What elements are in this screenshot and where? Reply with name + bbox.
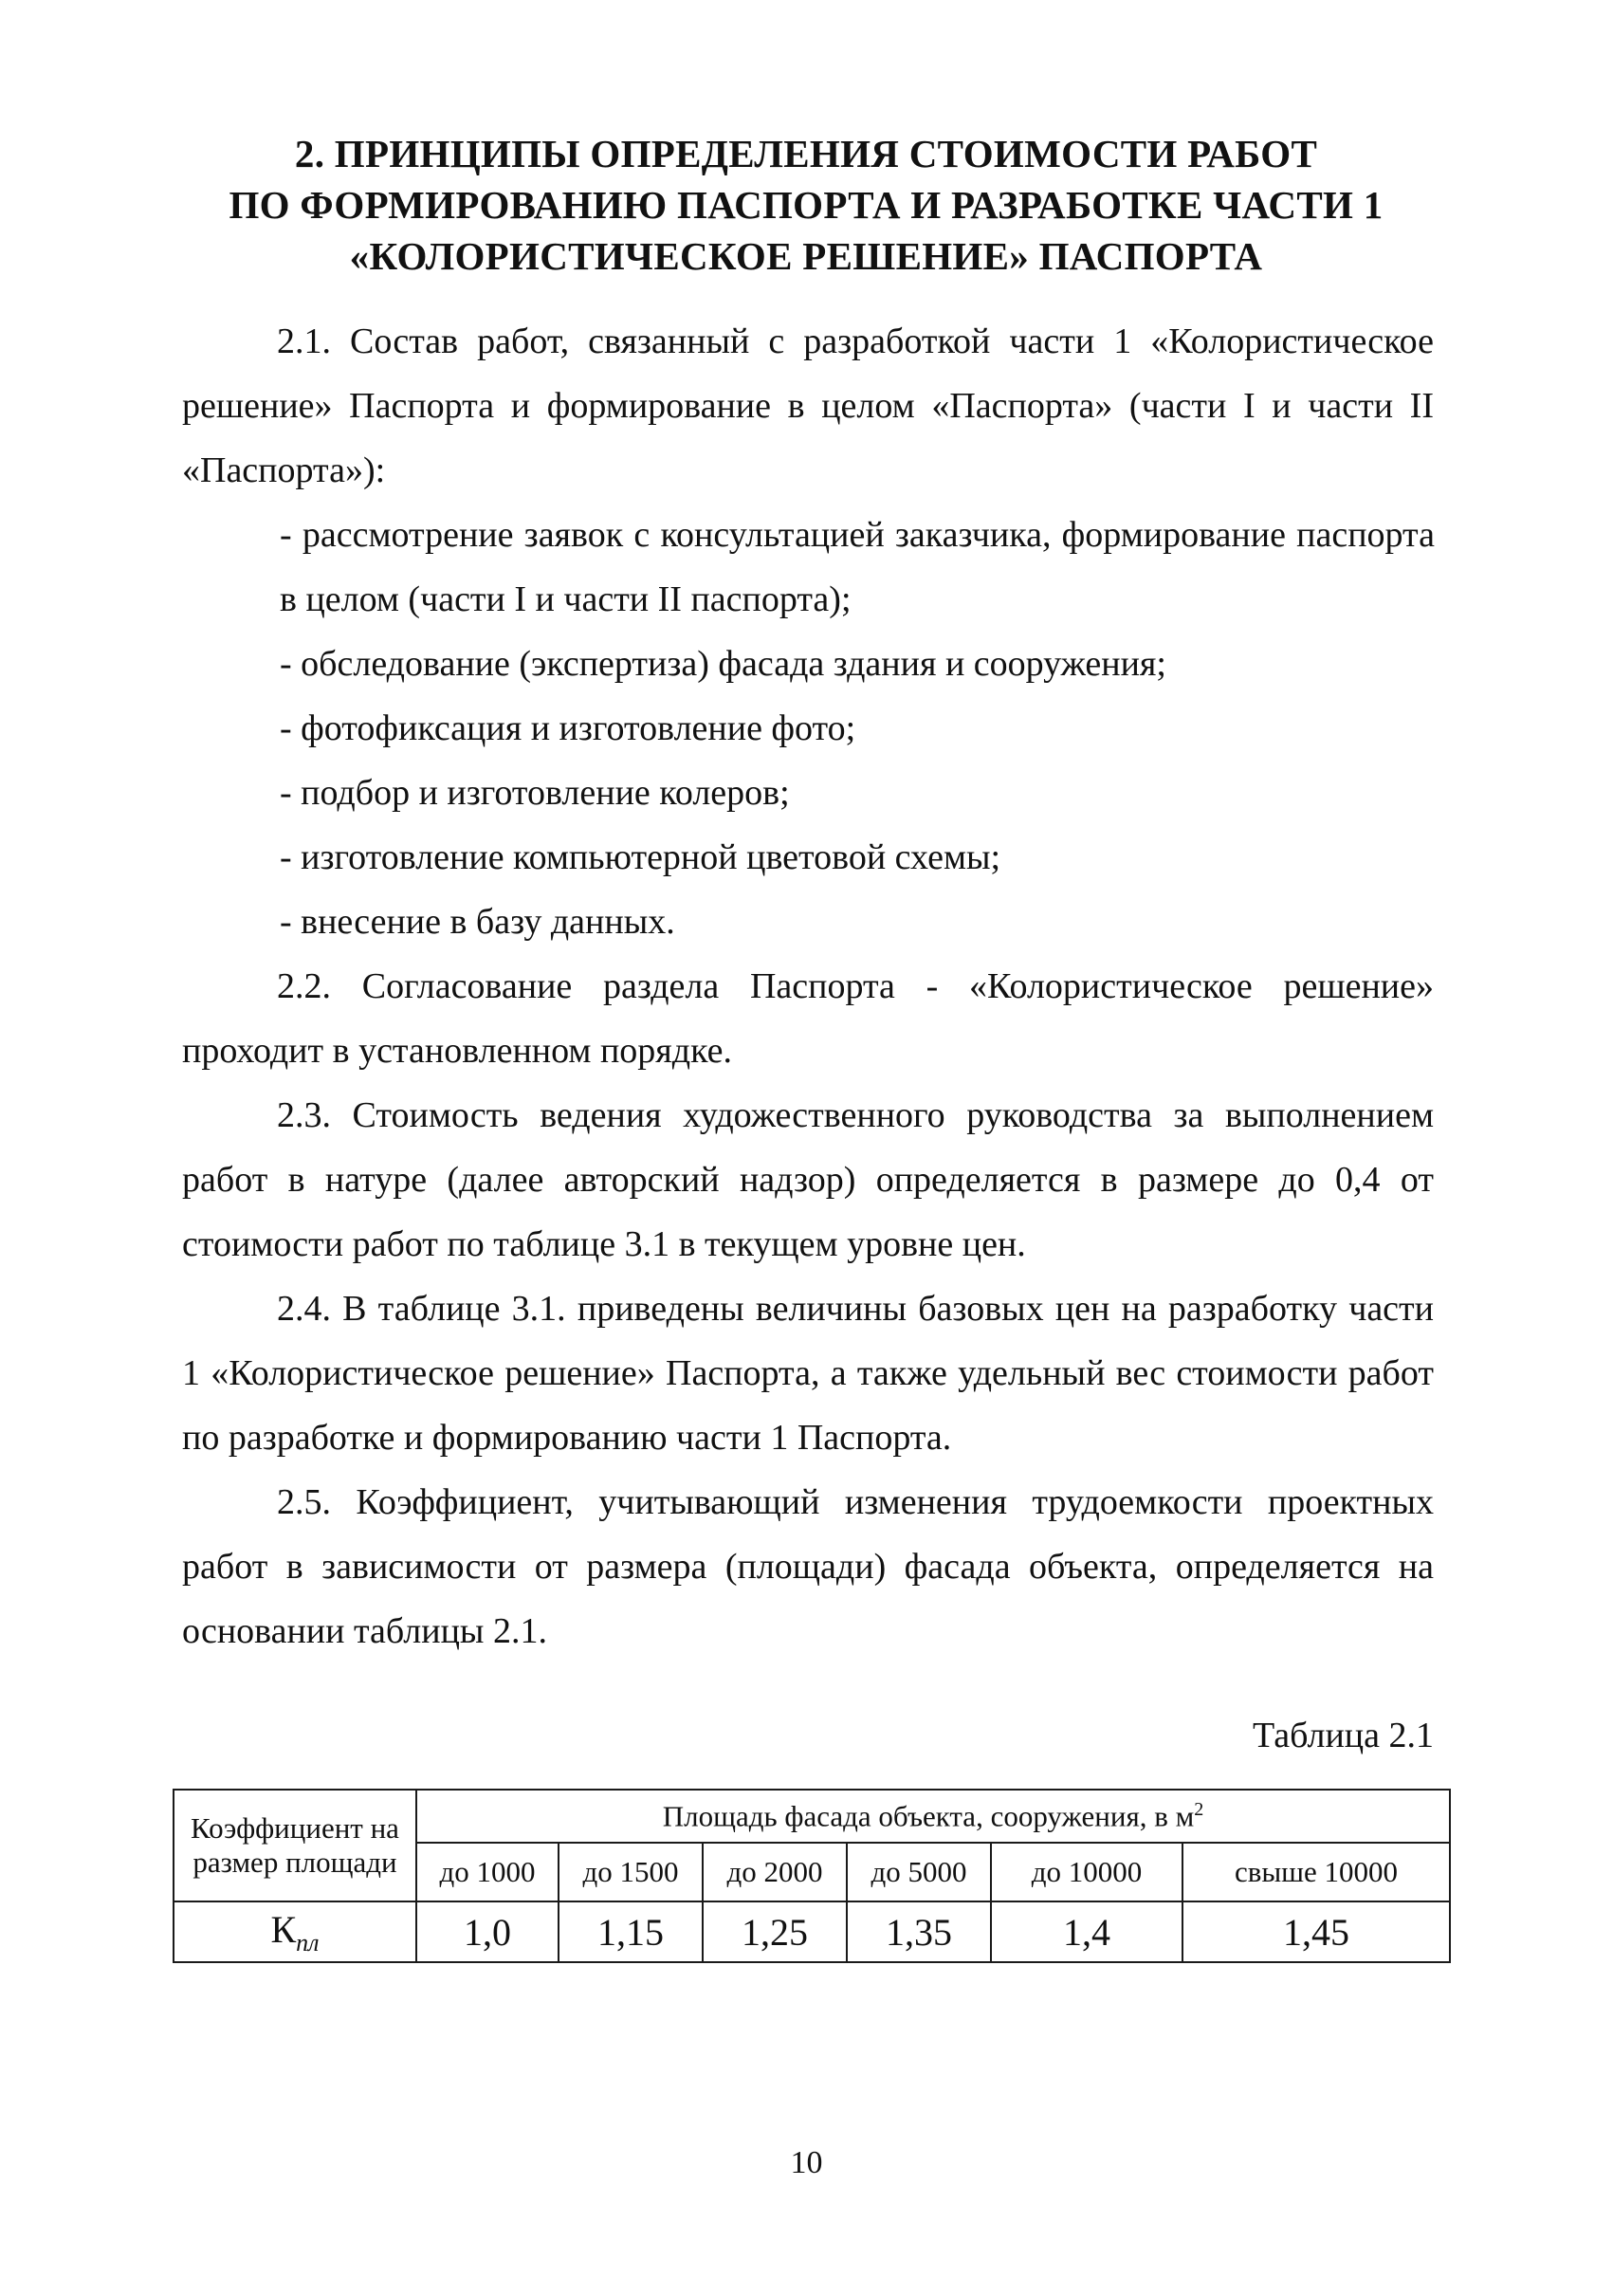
paragraph-2-2: 2.2. Согласование раздела Паспорта - «Колористическое решение» проходит в установленном порядке.: [182, 966, 1434, 1071]
list-item: - внесение в базу данных.: [280, 902, 675, 942]
paragraph-2-5: 2.5. Коэффициент, учитывающий изменения трудоемкости проектных работ в зависимости от размера (площади) фасада объекта, определяется на основании таблицы 2.1.: [182, 1482, 1434, 1651]
table-caption: Таблица 2.1: [1252, 1716, 1434, 1755]
section-heading: [142, 128, 1470, 282]
heading-line-1: 2. ПРИНЦИПЫ ОПРЕДЕЛЕНИЯ СТОИМОСТИ РАБОТ: [294, 132, 1318, 175]
area-header-cell: [416, 1790, 1450, 1843]
paragraph-2-1: 2.1. Состав работ, связанный с разработкой части 1 «Колористическое решение» Паспорта и формирование в целом «Паспорта» (части I и части II «Паспорта»):: [182, 321, 1434, 490]
heading-line-3: «КОЛОРИСТИЧЕСКОЕ РЕШЕНИЕ» ПАСПОРТА: [349, 234, 1263, 278]
column-header: до 10000: [991, 1843, 1182, 1901]
row-label-main: К: [270, 1907, 297, 1951]
value-cell: 1,15: [559, 1901, 703, 1962]
list-item: - фотофиксация и изготовление фото;: [280, 708, 856, 748]
row-label-cell: [174, 1901, 416, 1962]
table-row: [174, 1901, 1450, 1962]
list-item: - изготовление компьютерной цветовой схемы;: [280, 837, 1001, 877]
column-header: до 1500: [559, 1843, 703, 1901]
column-header: до 1000: [416, 1843, 559, 1901]
work-list: [280, 503, 1435, 954]
area-header-superscript: 2: [1194, 1798, 1204, 1820]
paragraph-2-4: 2.4. В таблице 3.1. приведены величины базовых цен на разработку части 1 «Колористическое решение» Паспорта, а также удельный вес стоимости работ по разработке и формированию части 1 Паспорта.: [182, 1289, 1434, 1458]
coefficient-table: [173, 1789, 1451, 1963]
list-item: - рассмотрение заявок с консультацией заказчика, формирование паспорта в целом (части I и части II паспорта);: [280, 515, 1435, 619]
column-header: до 5000: [847, 1843, 991, 1901]
page-number: 10: [790, 2145, 823, 2180]
value-cell: 1,4: [991, 1901, 1182, 1962]
row-label-subscript: пл: [296, 1928, 320, 1956]
list-item: - подбор и изготовление колеров;: [280, 773, 790, 813]
coef-header-cell: Коэффициент на размер площади: [174, 1790, 416, 1901]
paragraph-2-3: 2.3. Стоимость ведения художественного руководства за выполнением работ в натуре (далее авторский надзор) определяется в размере до 0,4 от стоимости работ по таблице 3.1 в текущем уровне цен.: [182, 1095, 1434, 1264]
value-cell: 1,45: [1182, 1901, 1450, 1962]
column-header: свыше 10000: [1182, 1843, 1450, 1901]
list-item: - обследование (экспертиза) фасада здания и сооружения;: [280, 644, 1166, 684]
column-header: до 2000: [703, 1843, 847, 1901]
value-cell: 1,35: [847, 1901, 991, 1962]
heading-line-2: ПО ФОРМИРОВАНИЮ ПАСПОРТА И РАЗРАБОТКЕ ЧАСТИ 1: [229, 183, 1384, 227]
area-header-text: Площадь фасада объекта, сооружения, в м: [662, 1799, 1195, 1833]
value-cell: 1,0: [416, 1901, 559, 1962]
value-cell: 1,25: [703, 1901, 847, 1962]
